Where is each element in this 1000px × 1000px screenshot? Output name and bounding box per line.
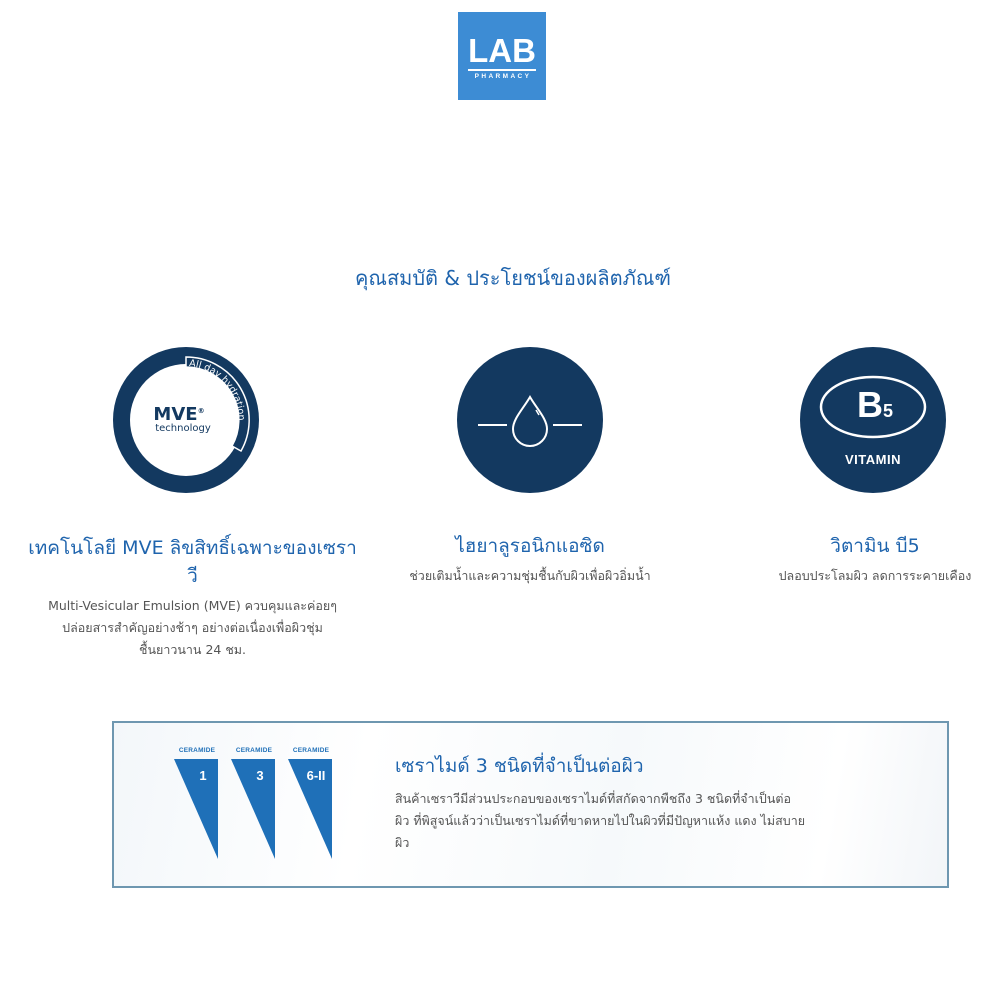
feature-desc-mve [20,595,365,661]
feature-desc-line: ชื้นยาวนาน 24 ชม. [138,642,247,657]
arc-text: All day hydration [188,357,247,421]
feature-title-vitamin-b5: วิตามิน บี5 [830,535,920,557]
ceramide-badge [231,747,281,867]
ceramide-desc-line: สินค้าเซราวีมีส่วนประกอบของเซราไมด์ที่สกัดจากพืชถึง 3 ชนิดที่จำเป็นต่อ [395,791,792,806]
lab-pharmacy-logo[interactable] [458,12,546,100]
logo-divider [468,69,536,71]
vitamin-b5-icon [800,347,946,493]
ceramide-label: CERAMIDE [235,747,273,754]
logo-main-text: LAB [468,32,536,69]
feature-desc-line: Multi-Vesicular Emulsion (MVE) ควบคุมและค่อยๆ [48,598,337,613]
feature-title-hyaluronic: ไฮยาลูรอนิกแอซิด [455,535,605,557]
b-letter: B [856,384,883,425]
ceramide-desc-line: ผิว [395,835,410,850]
technology-label: technology [155,423,211,434]
feature-title-line: วี [187,565,198,587]
ceramide-number: 6-II [306,768,326,783]
section-title: คุณสมบัติ & ประโยชน์ของผลิตภัณฑ์ [355,266,671,290]
ceramide-desc-line: ผิว ที่พิสูจน์แล้วว่าเป็นเซราไมด์ที่ขาดหายไปในผิวที่มีปัญหาแห้ง แดง ไม่สบาย [395,813,806,828]
ceramide-label: CERAMIDE [292,747,330,754]
ceramide-desc [395,788,875,854]
feature-desc-hyaluronic: ช่วยเติมน้ำและความชุ่มชื้นกับผิวเพื่อผิวอิ่มน้ำ [409,568,651,583]
ceramide-number: 3 [256,768,264,783]
ceramide-number: 1 [199,768,207,783]
water-drop-icon [457,347,603,493]
feature-title-line: เทคโนโลยี MVE ลิขสิทธิ์เฉพาะของเซรา [28,537,357,559]
logo-sub-text: PHARMACY [474,73,532,80]
ceramide-badge [174,747,224,867]
ceramide-title: เซราไมด์ 3 ชนิดที่จำเป็นต่อผิว [395,755,644,777]
vitamin-label: VITAMIN [845,452,901,467]
mve-label: MVE [153,404,198,425]
ceramide-panel [112,721,949,888]
feature-desc-vitamin-b5: ปลอบประโลมผิว ลดการระคายเคือง [778,568,972,583]
five-subscript: 5 [882,401,893,421]
mve-technology-icon [113,347,259,493]
registered-mark: ® [197,407,205,415]
ceramide-badge [288,747,338,867]
feature-desc-line: ปล่อยสารสำคัญอย่างช้าๆ อย่างต่อเนื่องเพื่อผิวชุ่ม [62,620,323,635]
ceramide-label: CERAMIDE [178,747,216,754]
feature-title-mve [20,534,365,590]
